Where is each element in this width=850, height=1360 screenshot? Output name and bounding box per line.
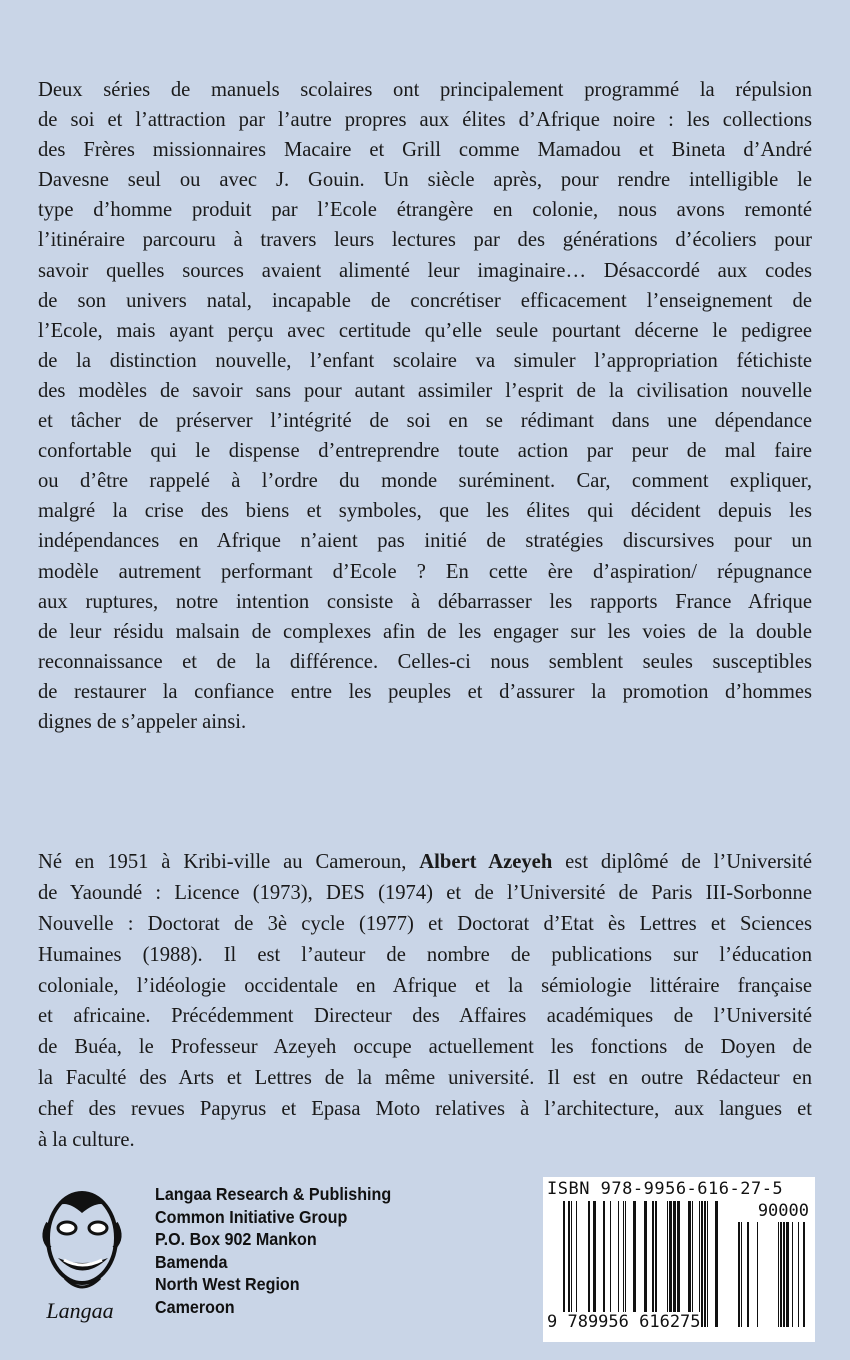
blurb-line: confortable qui le dispense d’entreprendre toute action par peur de mal faire [38,440,812,463]
isbn-label: ISBN 978-9956-616-27-5 [547,1179,784,1199]
blurb-line: reconnaissance et de la différence. Celles-ci nous semblent seules susceptibles [38,650,812,673]
publisher-line: Cameroon [155,1296,235,1317]
publisher-line: P.O. Box 902 Mankon [155,1229,317,1249]
bio-line: Humaines (1988). Il est l’auteur de nombre de publications sur l’éducation [38,943,812,966]
blurb-line: modèle autrement performant d’Ecole ? En cette ère d’aspiration/ répugnance [38,560,812,583]
barcode-bar [701,1201,703,1327]
barcode-bar [669,1201,672,1327]
bio-line: à la culture. [38,1129,135,1152]
blurb-line: de soi et l’attraction par l’autre propres aux élites d’Afrique noire : les collections [38,109,812,132]
langaa-logo [30,1178,140,1328]
svg-text:Langaa: Langaa [46,1298,114,1323]
bio-line: coloniale, l’idéologie occidentale en Afrique et la sémiologie littéraire française [38,974,812,997]
barcode-bar [798,1222,799,1327]
bio-line: de Yaoundé : Licence (1973), DES (1974) et de l’Université de Paris III-Sorbonne [38,881,812,904]
barcode-bar [625,1201,626,1327]
blurb-line: des modèles de savoir sans pour autant assimiler l’esprit de la civilisation nouvelle [38,379,812,402]
blurb-line: et tâcher de préserver l’intégrité de soi en se rédimant dans une dépendance [38,410,812,433]
bio-line: et africaine. Précédemment Directeur des Affaires académiques de l’Université [38,1005,812,1028]
price-addon: 90000 [757,1201,809,1221]
publisher-line: North West Region [155,1274,300,1294]
barcode-bar [704,1201,706,1327]
barcode-bar [610,1201,611,1327]
barcode-bar [792,1222,793,1327]
barcode-bar [652,1201,654,1327]
barcode-bar [618,1201,619,1327]
isbn-barcode [543,1177,815,1342]
barcode-bar [688,1201,691,1327]
barcode-bar [786,1222,789,1327]
blurb-line: indépendances en Afrique n’aient pas initié de stratégies discursives pour un [38,530,812,553]
bio-line: de Buéa, le Professeur Azeyeh occupe actuellement les fonctions de Doyen de [38,1036,812,1059]
bio-line: Né en 1951 à Kribi-ville au Cameroun, Albert Azeyeh est diplômé de l’Université [38,851,812,873]
blurb-line: Deux séries de manuels scolaires ont principalement programmé la répulsion [38,79,812,101]
barcode-bar [563,1201,565,1327]
barcode-bar [588,1201,590,1327]
blurb-line: des Frères missionnaires Macaire et Grill comme Mamadou et Bineta d’André [38,139,812,162]
barcode-bar [673,1201,676,1327]
barcode-bar [783,1222,785,1327]
publisher-line: Bamenda [155,1251,228,1272]
blurb-line: dignes de s’appeler ainsi. [38,710,247,733]
blurb-line: de leur résidu malsain de complexes afin de les engager sur les voies de la double [38,620,812,643]
blurb-line: type d’homme produit par l’Ecole étrangère en colonie, nous avons remonté [38,199,812,222]
blurb-line: de restaurer la confiance entre les peuples et d’assurer la promotion d’hommes [38,680,812,703]
barcode-bar [576,1201,577,1327]
barcode-bar [699,1201,700,1327]
barcode-bar [803,1222,805,1327]
barcode-bar [633,1201,636,1327]
blurb-line: malgré la crise des biens et symboles, que les élites qui décident depuis les [38,500,812,523]
barcode-bar [571,1201,572,1327]
blurb-line: aux ruptures, notre intention consiste à débarrasser les rapports France Afrique [38,590,812,613]
blurb-line: l’itinéraire parcouru à travers leurs lectures par des générations d’écoliers pour [38,229,812,252]
blurb-line: l’Ecole, mais ayant perçu avec certitude qu’elle seule pourtant décerne le pedigree [38,319,812,342]
barcode-bar [593,1201,596,1327]
barcode-bar [644,1201,647,1327]
barcode-bar [692,1201,693,1327]
ean-number: 9 789956 616275 [547,1312,701,1332]
bio-line: la Faculté des Arts et Lettres de la même université. Il est en outre Rédacteur en [38,1067,812,1090]
blurb-line: savoir quelles sources avaient alimenté leur imaginaire… Désaccordé aux codes [38,259,812,282]
barcode-bar [747,1222,749,1327]
barcode-bar [715,1201,718,1327]
publisher-line: Common Initiative Group [155,1206,348,1227]
blurb-line: Davesne seul ou avec J. Gouin. Un siècle après, pour rendre intelligible le [38,169,812,192]
publisher-name: Langaa Research & Publishing [155,1184,392,1204]
blurb-line: ou d’être rappelé à l’ordre du monde suréminent. Car, comment expliquer, [38,470,812,493]
barcode-bar [623,1201,624,1327]
publisher-address [155,1183,391,1318]
barcode-bar [655,1201,657,1327]
blurb-line: de son univers natal, incapable de concrétiser efficacement l’enseignement de [38,289,812,312]
barcode-bar [707,1201,708,1327]
barcode-bar [778,1222,779,1327]
barcode-bar [738,1222,740,1327]
barcode-bar [568,1201,570,1327]
author-name: Albert Azeyeh [419,851,553,873]
barcode-bar [667,1201,668,1327]
bio-line: Nouvelle : Doctorat de 3è cycle (1977) et Doctorat d’Etat ès Lettres et Sciences [38,912,812,935]
author-bio-paragraph [38,847,812,1156]
barcode-bar [741,1222,742,1327]
barcode-bar [677,1201,680,1327]
barcode-bar [780,1222,782,1327]
barcode-bar [757,1222,758,1327]
blurb-line: de la distinction nouvelle, l’enfant scolaire va simuler l’appropriation fétichiste [38,349,812,372]
blurb-paragraph [38,75,812,737]
barcode-bar [603,1201,605,1327]
bio-line: chef des revues Papyrus et Epasa Moto relatives à l’architecture, aux langues et [38,1098,812,1121]
